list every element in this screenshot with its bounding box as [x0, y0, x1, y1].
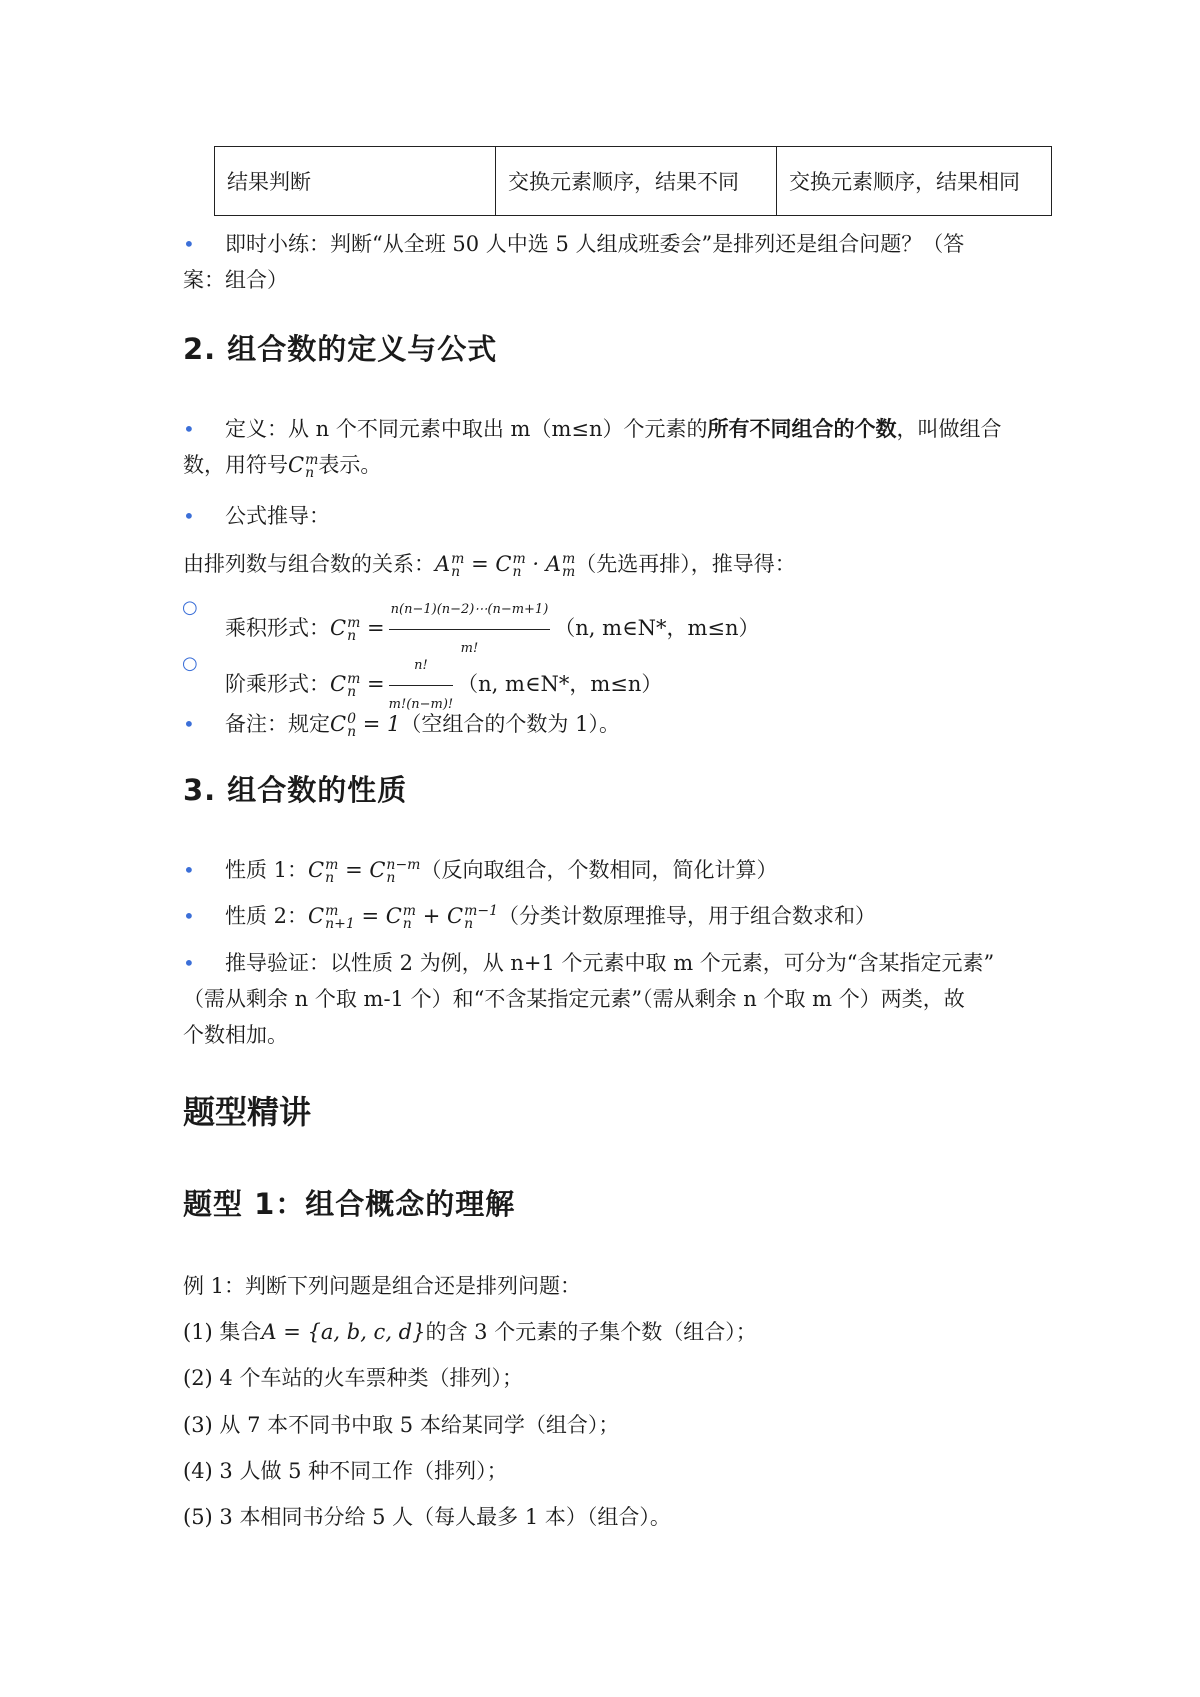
formula: C 0 n = 1: [330, 710, 401, 740]
formula: C m n = C n−m n: [308, 856, 421, 886]
formula: A = {a, b, c, d}: [261, 1320, 426, 1344]
definition-text: 数，用符号: [183, 453, 288, 477]
relation-text: （先选再排），推导得：: [575, 552, 796, 576]
table-cell: 交换元素顺序，结果相同: [777, 147, 1052, 216]
bullet-icon: •: [183, 417, 195, 441]
property-line: [225, 898, 876, 934]
formula: C m n+1 = C m n + C m−1 n: [308, 902, 499, 932]
note-text: 备注：规定: [225, 712, 330, 736]
section-heading: 2. 组合数的定义与公式: [183, 332, 498, 366]
bullet-icon: •: [183, 712, 195, 736]
fraction-denominator: m!(n−m)!: [388, 697, 454, 712]
example-intro: 例 1：判断下列问题是组合还是排列问题：: [183, 1274, 582, 1298]
circle-bullet-icon: ○: [182, 653, 198, 674]
item-text: 的含 3 个元素的子集个数（组合）；: [425, 1320, 757, 1344]
example-item: (4) 3 人做 5 种不同工作（排列）；: [183, 1459, 508, 1483]
definition-text: ，叫做组合: [896, 417, 1002, 441]
item-text: (1) 集合: [183, 1320, 262, 1344]
bullet-icon: •: [183, 858, 195, 882]
condition: （n, m∈N*，m≤n）: [554, 616, 760, 640]
bullet-icon: •: [183, 504, 195, 528]
derive-title: 公式推导：: [225, 504, 330, 528]
comparison-table: [214, 146, 1052, 216]
factorial-label: 阶乘形式：: [225, 672, 330, 696]
definition-line: [183, 447, 381, 483]
circle-bullet-icon: ○: [182, 597, 198, 618]
relation-text: 由排列数与组合数的关系：: [183, 552, 435, 576]
property-text: （分类计数原理推导，用于组合数求和）: [498, 904, 877, 928]
example-item: (3) 从 7 本不同书中取 5 本给某同学（组合）；: [183, 1413, 620, 1437]
example-item: (2) 4 个车站的火车票种类（排列）；: [183, 1366, 523, 1390]
verify-line: 推导验证：以性质 2 为例，从 n+1 个元素中取 m 个元素，可分为“含某指定元素”: [225, 951, 995, 975]
practice-line: 即时小练：判断“从全班 50 人中选 5 人组成班委会”是排列还是组合问题？（答: [225, 232, 965, 256]
example-item: (5) 3 本相同书分给 5 人（每人最多 1 本）（组合）。: [183, 1505, 671, 1529]
property-label: 性质 1：: [225, 858, 309, 882]
definition-text: 定义：从 n 个不同元素中取出 m（m≤n）个元素的: [225, 417, 708, 441]
definition-line: [225, 411, 1002, 447]
fraction-numerator: n(n−1)(n−2)⋯(n−m+1): [389, 592, 551, 630]
bullet-icon: •: [183, 232, 195, 256]
bullet-icon: •: [183, 904, 195, 928]
formula: A m n = C m n · A m m: [435, 550, 576, 580]
definition-emphasis: 所有不同组合的个数: [707, 417, 897, 441]
table-row: [215, 147, 1052, 216]
condition: （n, m∈N*，m≤n）: [457, 672, 663, 696]
verify-line: （需从剩余 n 个取 m-1 个）和“不含某指定元素”（需从剩余 n 个取 m 个）两类，故: [183, 987, 965, 1011]
formula: C m n =: [330, 614, 385, 644]
property-text: （反向取组合，个数相同，简化计算）: [420, 858, 778, 882]
type-heading: 题型 1：组合概念的理解: [183, 1187, 516, 1221]
bullet-icon: •: [183, 951, 195, 975]
note-line: [225, 706, 620, 742]
note-text: （空组合的个数为 1）。: [400, 712, 620, 736]
property-label: 性质 2：: [225, 904, 309, 928]
property-line: [225, 852, 777, 888]
table-cell: 交换元素顺序，结果不同: [496, 147, 777, 216]
table-cell: 结果判断: [215, 147, 496, 216]
fraction-denominator: m!: [460, 641, 479, 656]
product-label: 乘积形式：: [225, 616, 330, 640]
practice-line: 案：组合）: [183, 268, 288, 292]
relation-line: [183, 546, 796, 582]
fraction-numerator: n!: [389, 648, 454, 686]
section-heading: 3. 组合数的性质: [183, 773, 408, 807]
example-item: [183, 1314, 757, 1350]
formula: C m n =: [330, 670, 385, 700]
chapter-heading: 题型精讲: [183, 1093, 312, 1131]
definition-text: 表示。: [318, 453, 382, 477]
verify-line: 个数相加。: [183, 1023, 288, 1047]
formula: C m n: [288, 451, 319, 481]
